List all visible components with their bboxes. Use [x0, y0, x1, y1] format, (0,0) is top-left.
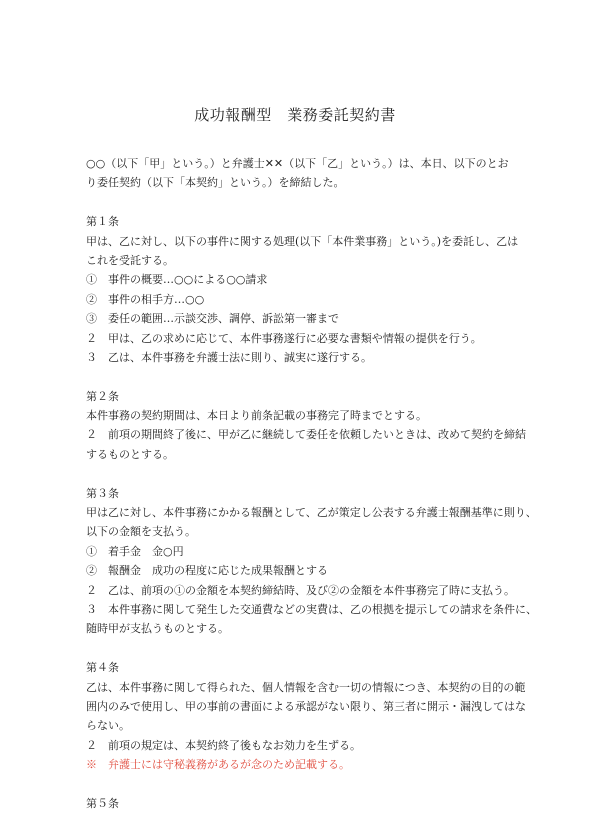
article-line: ３ 本件事務に関して発生した交通費などの実費は、乙の根拠を提示しての請求を条件に、 — [86, 602, 537, 616]
paragraph-gap — [86, 464, 516, 483]
article-line: ２ 前項の期間終了後に、甲が乙に継続して委任を依頼したいときは、改めて契約を締結 — [86, 428, 526, 442]
paragraph-gap — [86, 193, 516, 212]
article-line: 以下の金額を支払う。 — [86, 525, 196, 539]
article-heading: 第５条 — [86, 796, 119, 810]
paragraph-gap — [86, 639, 516, 658]
article-line: ２ 乙は、前項の①の金額を本契約締結時、及び②の金額を本件事務完了時に支払う。 — [86, 583, 515, 597]
article-line: ２ 前項の規定は、本契約終了後もなお効力を生ずる。 — [86, 738, 361, 752]
preamble-line: ○○（以下「甲」という。）と弁護士✕✕（以下「乙」という。）は、本日、以下のとお — [86, 157, 509, 170]
paragraph-gap — [86, 367, 516, 386]
paragraph-gap — [86, 775, 516, 794]
article-line: ② 報酬金 成功の程度に応じた成果報酬とする — [86, 564, 328, 578]
article-line: ① 着手金 金○円 — [86, 544, 184, 558]
document-body — [86, 154, 537, 813]
article-line: 囲内のみで使用し、甲の事前の書面による承認がない限り、第三者に開示・漏洩してはな — [86, 699, 526, 713]
article-heading: 第３条 — [86, 486, 119, 500]
article-line: ② 事件の相手方…○○ — [86, 292, 205, 306]
article-line: らない。 — [86, 719, 130, 733]
article-line: 甲は、乙に対し、以下の事件に関する処理(以下「本件業事務」という。)を委託し、乙は — [86, 234, 519, 248]
article-line: ③ 委任の範囲…示談交渉、調停、訴訟第一審まで — [86, 312, 339, 326]
article-heading: 第４条 — [86, 661, 119, 675]
document-title: 成功報酬型 業務委託契約書 — [194, 106, 396, 124]
article-line: 随時甲が支払うものとする。 — [86, 622, 229, 636]
article-line: 甲は乙に対し、本件事務にかかる報酬として、乙が策定し公表する弁護士報酬基準に則り、 — [86, 506, 537, 520]
article-line: ３ 乙は、本件事務を弁護士法に則り、誠実に遂行する。 — [86, 350, 372, 364]
article-line: ① 事件の概要…○○による○○請求 — [86, 273, 268, 287]
preamble-line: り委任契約（以下「本契約」という。）を締結した。 — [86, 176, 345, 190]
article-line: するものとする。 — [86, 447, 174, 461]
article-heading: 第２条 — [86, 389, 119, 403]
article-line: ２ 甲は、乙の求めに応じて、本件事務遂行に必要な書類や情報の提供を行う。 — [86, 331, 482, 345]
article-line: 本件事務の契約期間は、本日より前条記載の事務完了時までとする。 — [86, 409, 427, 423]
article-heading: 第１条 — [86, 215, 119, 229]
annotation-note: ※ 弁護士には守秘義務があるが念のため記載する。 — [86, 758, 350, 772]
article-line: これを受託する。 — [86, 253, 174, 267]
article-line: 乙は、本件事務に関して得られた、個人情報を含む一切の情報につき、本契約の目的の範 — [86, 680, 526, 694]
